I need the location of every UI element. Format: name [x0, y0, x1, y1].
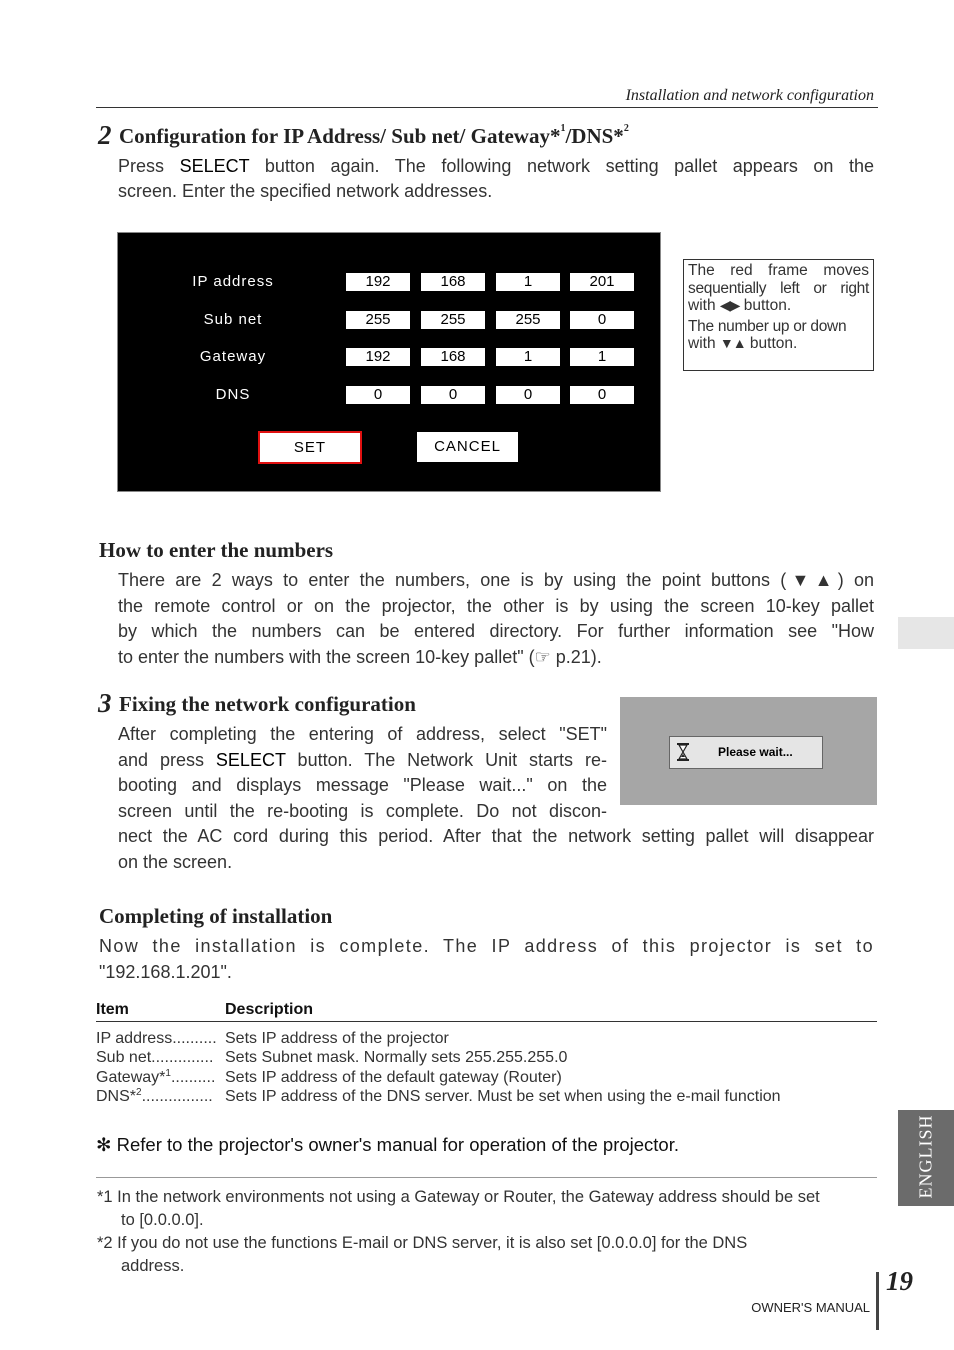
gateway-label: Gateway — [199, 348, 267, 365]
ip-octet-3[interactable]: 1 — [496, 273, 560, 291]
how-to-title: How to enter the numbers — [99, 538, 334, 562]
owners-manual-label: OWNER'S MANUAL — [751, 1300, 870, 1315]
step-2-para-line1: Press SELECT button again. The following network setting pallet appears on the — [118, 156, 875, 176]
subnet-octet-1[interactable]: 255 — [346, 311, 410, 329]
please-wait-screen — [620, 697, 877, 805]
dns-octet-4[interactable]: 0 — [570, 386, 634, 404]
table-row-desc: Sets IP address of the DNS server. Must be set when using the e-mail function — [225, 1088, 781, 1105]
table-row: DNS*$^2$................ — [96, 1087, 213, 1105]
dns-label: DNS — [215, 386, 251, 403]
please-wait-message: Please wait... — [718, 745, 793, 759]
left-right-arrow-icon: ◀▶ — [719, 297, 740, 313]
footnote-1-cont: to [0.0.0.0]. — [121, 1211, 204, 1229]
note-line-4: The number up or down — [688, 317, 847, 335]
completing-title: Completing of installation — [99, 904, 333, 928]
dns-octet-3[interactable]: 0 — [496, 386, 560, 404]
step-2-para-line2: screen. Enter the specified network addresses. — [118, 181, 493, 201]
completing-paragraph: Now the installation is complete. The IP address of this projector is set to "192.168.1.201". — [99, 936, 874, 982]
table-header-description: Description — [225, 1001, 314, 1018]
table-header-item: Item — [96, 1001, 129, 1018]
header-rule — [96, 107, 878, 108]
table-row-desc: Sets IP address of the default gateway (Router) — [225, 1069, 562, 1086]
gateway-octet-4[interactable]: 1 — [570, 348, 634, 366]
table-row: Sub net.............. — [96, 1049, 214, 1066]
note-line-3: with ◀▶ button. — [688, 297, 792, 314]
step-3-title: Fixing the network configuration — [119, 692, 416, 716]
step-3-number: 3 — [98, 688, 112, 718]
note-line-2: sequentially left or right — [688, 279, 869, 297]
footnotes — [97, 1186, 820, 1278]
chapter-tab-marker — [898, 617, 954, 649]
gateway-octet-2[interactable]: 168 — [421, 348, 485, 366]
step-3-paragraph: After completing the entering of address, select "SET" and press SELECT button. The Network Unit starts re- booting and displays message "Please wait..." on the screen until the re-booting is complete. Do not discon- — [118, 724, 607, 821]
table-row: IP address.......... — [96, 1030, 217, 1047]
hourglass-icon — [676, 742, 690, 762]
language-tab — [898, 1110, 954, 1206]
cancel-button[interactable]: CANCEL — [417, 432, 518, 462]
table-rule — [96, 1021, 877, 1022]
note-line-1: The red frame moves — [688, 262, 869, 279]
table-row: Gateway*$^1$.......... — [96, 1068, 216, 1086]
footnote-2: *2 If you do not use the functions E-mail or DNS server, it is also set [0.0.0.0] for the DNS — [97, 1234, 748, 1252]
page-number: 19 — [886, 1266, 913, 1296]
refer-note: ✻ Refer to the projector's owner's manual for operation of the projector. — [96, 1134, 680, 1155]
note-line-5: with ▼▲ button. — [688, 335, 798, 352]
ip-octet-4[interactable]: 201 — [570, 273, 634, 291]
footnote-2-cont: address. — [121, 1257, 185, 1275]
footnote-rule — [96, 1177, 877, 1178]
dns-octet-2[interactable]: 0 — [421, 386, 485, 404]
language-tab-label: ENGLISH — [915, 1114, 936, 1199]
ip-address-label: IP address — [192, 273, 274, 290]
down-up-arrow-icon: ▼▲ — [719, 335, 746, 351]
gateway-octet-3[interactable]: 1 — [496, 348, 560, 366]
gateway-octet-1[interactable]: 192 — [346, 348, 410, 366]
page-number-bar — [876, 1272, 879, 1330]
running-header: Installation and network configuration — [625, 87, 874, 104]
network-setting-pallet — [117, 232, 661, 492]
ip-octet-2[interactable]: 168 — [421, 273, 485, 291]
please-wait-dialog — [669, 736, 823, 769]
footnote-1: *1 In the network environments not using a Gateway or Router, the Gateway address should be set — [97, 1188, 820, 1206]
ip-octet-1[interactable]: 192 — [346, 273, 410, 291]
subnet-octet-2[interactable]: 255 — [421, 311, 485, 329]
set-button[interactable]: SET — [258, 431, 362, 464]
table-row-desc: Sets IP address of the projector — [225, 1030, 449, 1047]
subnet-label: Sub net — [203, 311, 263, 328]
subnet-octet-3[interactable]: 255 — [496, 311, 560, 329]
table-row-desc: Sets Subnet mask. Normally sets 255.255.255.0 — [225, 1049, 568, 1066]
instruction-note-box — [683, 259, 874, 371]
step-2-number: 2 — [98, 120, 112, 150]
how-to-paragraph: There are 2 ways to enter the numbers, one is by using the point buttons (▼▲) on the remote control or on the projector, the other is by using the screen 10-key pallet by which the numbers can be entered directory. For further information see "How to enter the numbers with the screen 10-key pallet" (☞ p.21). — [118, 570, 874, 667]
step-2-title: Configuration for IP Address/ Sub net/ Gateway*$^1$/DNS*$^2$ — [119, 123, 629, 148]
step-3-paragraph-cont: nect the AC cord during this period. After that the network setting pallet will disappear on the screen. — [118, 826, 874, 872]
subnet-octet-4[interactable]: 0 — [570, 311, 634, 329]
dns-octet-1[interactable]: 0 — [346, 386, 410, 404]
